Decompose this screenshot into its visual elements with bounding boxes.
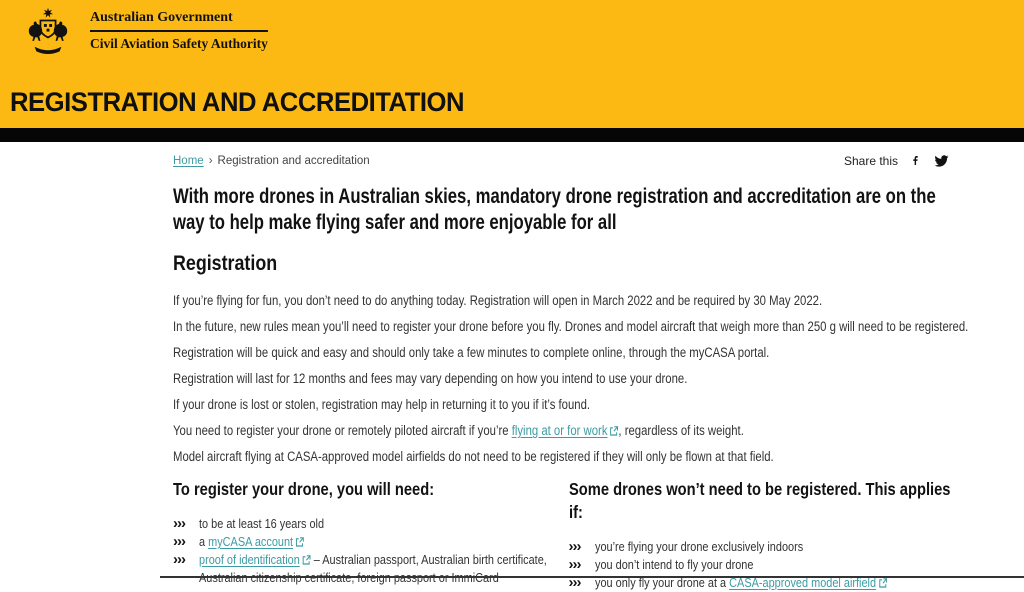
- breadcrumb-current: Registration and accreditation: [217, 154, 370, 167]
- paragraph-text: Registration will last for 12 months and fees may vary depending on how you intend to use your drone.: [173, 371, 688, 386]
- paragraph: [173, 366, 950, 392]
- paragraph: [173, 288, 950, 314]
- lede-heading: With more drones in Australian skies, mandatory drone registration and accreditation are on the way to help make flying safer and more enjoyable for all: [173, 185, 936, 234]
- link-text: proof of identification: [199, 552, 300, 567]
- list-item-text: you don’t intend to fly your drone: [594, 557, 753, 572]
- paragraph: [173, 314, 969, 340]
- heading-text: To register your drone, you will need:: [173, 479, 435, 499]
- triple-chevron-bullet-icon: ›››: [173, 515, 185, 532]
- list-item-text: [199, 551, 619, 587]
- coat-of-arms-icon: [16, 6, 80, 56]
- left-column-heading: [173, 478, 555, 501]
- main-content: [0, 142, 1024, 592]
- list-item: [173, 533, 555, 551]
- list-item: [569, 556, 951, 574]
- paragraph-block: [173, 288, 969, 470]
- list-item: [569, 538, 951, 556]
- triple-chevron-bullet-icon: ›››: [173, 533, 185, 550]
- external-link-icon: [878, 578, 886, 588]
- site-header: [0, 0, 1024, 128]
- list-item-text: you only fly your drone at a: [594, 575, 729, 590]
- link-text: CASA-approved model airfield: [728, 575, 876, 590]
- right-column-heading: [569, 478, 951, 524]
- twitter-icon[interactable]: [933, 154, 950, 168]
- share-label: Share this: [843, 153, 898, 168]
- triple-chevron-bullet-icon: ›››: [568, 538, 581, 555]
- external-link-icon: [610, 426, 618, 436]
- register-requirements-section: [173, 478, 555, 592]
- paragraph-text: In the future, new rules mean you’ll need to register your drone before you fly. Drones and model aircraft that weigh more than 250 g will need to be registered.: [173, 319, 969, 334]
- triple-chevron-bullet-icon: ›››: [568, 574, 581, 591]
- page-title: REGISTRATION AND ACCREDITATION: [10, 87, 465, 117]
- list-item-text: to be at least 16 years old: [199, 516, 325, 531]
- paragraph: [173, 392, 950, 418]
- section-heading-registration: Registration: [173, 252, 278, 275]
- list-item-text: [199, 533, 324, 551]
- flying-at-or-for-work-link[interactable]: [512, 423, 619, 438]
- proof-of-identification-link[interactable]: [199, 552, 311, 567]
- paragraph-text: Model aircraft flying at CASA-approved model airfields do not need to be registered if they will only be flown at that field.: [173, 449, 774, 464]
- list-item-text: [595, 556, 784, 574]
- triple-chevron-bullet-icon: ›››: [568, 556, 581, 573]
- paragraph: [173, 418, 950, 444]
- exemptions-section: [569, 478, 951, 592]
- paragraph-text: If your drone is lost or stolen, registration may help in returning it to you if it’s found.: [173, 397, 591, 412]
- external-link-icon: [302, 555, 310, 565]
- list-item: [173, 551, 555, 587]
- paragraph: [173, 444, 950, 470]
- list-item-text: a: [199, 534, 209, 549]
- breadcrumb-home-link[interactable]: Home: [173, 154, 204, 167]
- paragraph: [173, 340, 950, 366]
- government-logo[interactable]: [16, 6, 268, 56]
- triple-chevron-bullet-icon: ›››: [173, 551, 185, 568]
- government-name: Australian Government: [90, 10, 268, 32]
- mycasa-account-link[interactable]: [208, 534, 304, 549]
- exemptions-list: [569, 538, 951, 592]
- header-divider-band: [0, 128, 1024, 142]
- list-item-text: [199, 515, 348, 533]
- paragraph-text: , regardless of its weight.: [618, 423, 744, 438]
- external-link-icon: [296, 537, 304, 547]
- breadcrumb: [173, 155, 370, 167]
- link-text: myCASA account: [208, 534, 294, 549]
- heading-text: Some drones won’t need to be registered. This applies if:: [568, 479, 950, 522]
- agency-name: Civil Aviation Safety Authority: [90, 36, 268, 51]
- list-item-text: – Australian passport, Australian birth certificate, Australian citizenship certificate, foreign passport or ImmiCard: [199, 552, 547, 585]
- list-item: [173, 515, 555, 533]
- paragraph-text: If you’re flying for fun, you don’t need to do anything today. Registration will open in March 2022 and be required by 30 May 2022.: [173, 293, 823, 308]
- list-item-text: you’re flying your drone exclusively indoors: [594, 539, 803, 554]
- facebook-icon[interactable]: [911, 153, 920, 168]
- breadcrumb-separator: ›: [208, 154, 213, 167]
- link-text: flying at or for work: [511, 423, 608, 438]
- paragraph-text: You need to register your drone or remotely piloted aircraft if you’re: [173, 423, 512, 438]
- paragraph-text: Registration will be quick and easy and should only take a few minutes to complete online, through the myCASA portal.: [173, 345, 770, 360]
- share-widget: [844, 153, 950, 168]
- paragraph-text: [173, 418, 744, 444]
- logo-text: [90, 10, 268, 52]
- list-item-text: [595, 538, 843, 556]
